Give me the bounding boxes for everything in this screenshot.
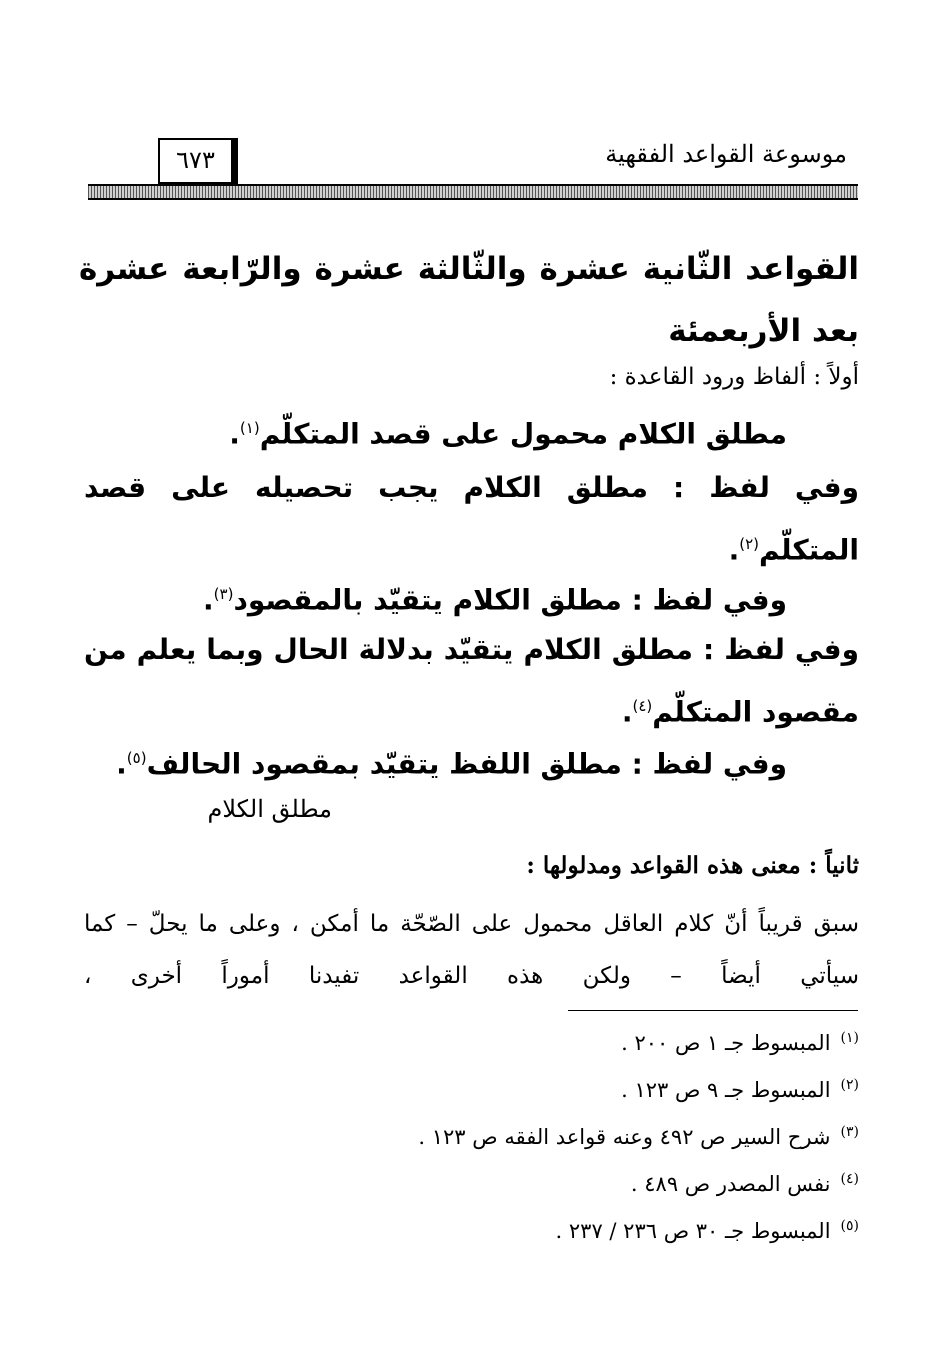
footnote-mark: (٤) — [840, 1171, 859, 1187]
rule-text: وفي لفظ : مطلق الكلام يجب تحصيله على قصد المتكلّم — [84, 471, 859, 567]
rule-wording-1: مطلق الكلام محمول على قصد المتكلّم$^{(١)}$. — [229, 417, 787, 451]
plain-text-line: مطلق الكلام — [207, 795, 332, 823]
footnote-ref: (٢) — [739, 535, 760, 553]
rule-text: وفي لفظ : مطلق الكلام يتقيّد بالمقصود — [233, 583, 787, 617]
page-number: ٦٧٣ — [158, 138, 238, 184]
footnote-text: شرح السير ص ٤٩٢ وعنه قواعد الفقه ص ١٢٣ . — [418, 1125, 831, 1149]
rule-text: وفي لفظ : مطلق اللفظ يتقيّد بمقصود الحالف — [146, 747, 787, 781]
footnote-ref: (٣) — [213, 585, 234, 603]
footnote-1 — [621, 1030, 859, 1055]
header-rule — [88, 184, 858, 200]
page-title: القواعد الثّانية عشرة والثّالثة عشرة والرّابعة عشرة بعد الأربعمئة — [79, 251, 859, 349]
rule-wording-2: وفي لفظ : مطلق الكلام يجب تحصيله على قصد المتكلّم$^{(٢)}$. — [84, 471, 859, 567]
footnote-mark: (٥) — [840, 1218, 859, 1234]
footnote-2 — [621, 1077, 859, 1102]
footnote-4 — [631, 1171, 859, 1196]
footnote-3 — [418, 1124, 859, 1149]
rule-wording-4: وفي لفظ : مطلق الكلام يتقيّد بدلالة الحال وبما يعلم من مقصود المتكلّم$^{(٤)}$. — [84, 633, 859, 729]
footnote-mark: (١) — [840, 1030, 859, 1046]
running-title: موسوعة القواعد الفقهية — [605, 140, 847, 168]
rule-wording-3: وفي لفظ : مطلق الكلام يتقيّد بالمقصود$^{(٣)}$. — [203, 583, 787, 617]
footnote-text: المبسوط جـ ٩ ص ١٢٣ . — [621, 1078, 831, 1102]
footnote-ref: (٥) — [126, 749, 147, 767]
footnote-mark: (٣) — [840, 1124, 859, 1140]
section-heading-meaning: ثانياً : معنى هذه القواعد ومدلولها : — [526, 852, 859, 879]
footnote-text: المبسوط جـ ٣٠ ص ٢٣٦ / ٢٣٧ . — [555, 1219, 831, 1243]
rule-text: مطلق الكلام محمول على قصد المتكلّم — [259, 417, 787, 451]
footnote-5 — [556, 1218, 859, 1243]
footnote-text: نفس المصدر ص ٤٨٩ . — [630, 1172, 831, 1196]
footnote-mark: (٢) — [840, 1077, 859, 1093]
body-paragraph: سبق قريباً أنّ كلام العاقل محمول على الصّحّة ما أمكن ، وعلى ما يحلّ – كما سيأتي أيضاً – ولكن هذه القواعد تفيدنا أموراً أخرى ، — [84, 911, 859, 989]
footnote-separator — [568, 1010, 858, 1011]
rule-text: وفي لفظ : مطلق الكلام يتقيّد بدلالة الحال وبما يعلم من مقصود المتكلّم — [84, 633, 859, 729]
rule-wording-5: وفي لفظ : مطلق اللفظ يتقيّد بمقصود الحالف$^{(٥)}$. — [116, 747, 787, 781]
footnote-text: المبسوط جـ ١ ص ٢٠٠ . — [621, 1031, 831, 1055]
footnote-ref: (٤) — [632, 697, 653, 715]
section-heading-wording: أولاً : ألفاظ ورود القاعدة : — [609, 364, 859, 390]
footnote-ref: (١) — [239, 419, 260, 437]
